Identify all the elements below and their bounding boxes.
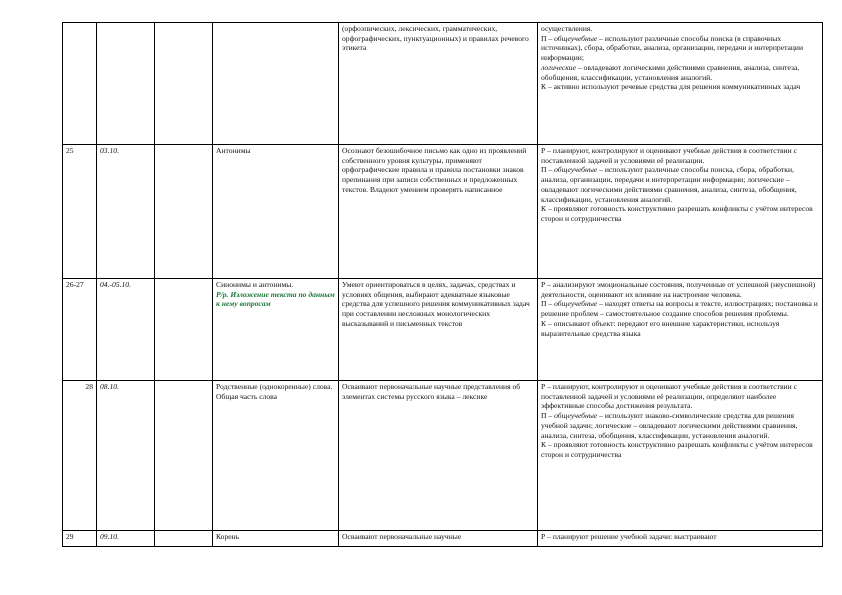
paragraph-rest: – находят ответы на вопросы в тексте, иллюстрациях; постановка и решение проблем – самостоятельное создание способов решения проблемы. bbox=[541, 299, 818, 319]
topic-text: Родственные (однокоренные) слова. Общая часть слова bbox=[216, 382, 333, 401]
lesson-date bbox=[97, 23, 155, 145]
learning-action-paragraph bbox=[541, 34, 819, 63]
learning-action-paragraph bbox=[541, 299, 819, 318]
learning-action-paragraph bbox=[541, 165, 819, 204]
paragraph-lead: П – bbox=[541, 299, 555, 309]
student-activity: Умеют ориентироваться в целях, задачах, средствах и условиях общения, выбирают адекватные языковые средства для успешного решения коммуникативных задач при составлении несложных монологических высказываний и письменных текстов bbox=[339, 279, 538, 381]
paragraph-rest: планируют, контролируют и оценивают учебные действия в соответствии с поставленной задачей и условиями её реализации, определяют наиболее эффективные способы достижения результата. bbox=[541, 382, 797, 411]
learning-action-paragraph bbox=[541, 411, 819, 440]
paragraph-rest: – используют различные способы поиска (в справочных источниках), сбора, обработки, анализа, организации, передачи и интерпретации информации; bbox=[541, 33, 804, 63]
topic-text: Антонимы bbox=[216, 146, 251, 155]
table-row bbox=[63, 531, 823, 547]
learning-action-paragraph bbox=[541, 319, 819, 338]
paragraph-rest: проявляют готовность конструктивно разрешать конфликты с учётом интересов сторон и сотрудничества bbox=[541, 204, 813, 224]
paragraph-it: логические bbox=[541, 62, 576, 72]
lesson-topic bbox=[213, 23, 339, 145]
paragraph-it: общеучебные bbox=[554, 165, 598, 175]
lesson-number: 29 bbox=[63, 531, 97, 547]
student-activity: (орфоэпических, лексических, грамматических, орфографических, пунктуационных) и правилах речевого этикета bbox=[339, 23, 538, 145]
learning-actions bbox=[538, 279, 823, 381]
empty-cell bbox=[155, 531, 213, 547]
lesson-number bbox=[63, 23, 97, 145]
learning-actions bbox=[538, 23, 823, 145]
table-row bbox=[63, 145, 823, 279]
student-activity: Осваивают первоначальные научные представления об элементах системы русского языка – лексике bbox=[339, 381, 538, 531]
lesson-topic bbox=[213, 279, 339, 381]
lesson-date: 03.10. bbox=[97, 145, 155, 279]
paragraph-rest: – используют различные способы поиска, сбора, обработки, анализа, организации, передачи и интерпретации информации; логические – овладевают логическими действиями сравнения, анализа, синтеза, обобщения, классификации, установления аналогий. bbox=[541, 165, 797, 204]
learning-actions bbox=[538, 381, 823, 531]
learning-action-paragraph bbox=[541, 280, 819, 299]
paragraph-it: общеучебные bbox=[554, 411, 598, 421]
learning-action-paragraph bbox=[541, 382, 819, 411]
lesson-number: 28 bbox=[63, 381, 97, 531]
lesson-number: 25 bbox=[63, 145, 97, 279]
paragraph-it: общеучебные bbox=[554, 33, 598, 43]
empty-cell bbox=[155, 381, 213, 531]
topic-text: Корень bbox=[216, 532, 240, 541]
paragraph-it: общеучебные bbox=[554, 299, 598, 309]
table-row bbox=[63, 23, 823, 145]
paragraph-rest: активно используют речевые средства для решения коммуникативных задач bbox=[553, 82, 801, 92]
paragraph-lead: П – bbox=[541, 33, 555, 43]
paragraph-rest: – используют знаково-символические средства для решения учебной задачи; логические – овладевают логическими действиями сравнения, анализа, синтеза, обобщения, классификации, установления аналогий. bbox=[541, 411, 798, 440]
paragraph-lead: К – bbox=[541, 204, 554, 214]
learning-action-paragraph bbox=[541, 63, 819, 82]
topic-text: Синонимы и антонимы. bbox=[216, 280, 294, 289]
learning-action-paragraph bbox=[541, 204, 819, 223]
lesson-date: 09.10. bbox=[97, 531, 155, 547]
paragraph-lead: П – bbox=[541, 165, 555, 175]
paragraph-rest: проявляют готовность конструктивно разрешать конфликты с учётом интересов сторон и сотрудничества bbox=[541, 440, 813, 460]
lesson-number: 26-27 bbox=[63, 279, 97, 381]
paragraph-lead: П – bbox=[541, 411, 555, 421]
paragraph-rest: планируют решение учебной задачи: выстраивают bbox=[552, 532, 717, 541]
lesson-plan-table bbox=[62, 22, 823, 547]
learning-action-paragraph bbox=[541, 146, 819, 165]
paragraph-lead: Р – bbox=[541, 532, 553, 541]
paragraph-rest: осуществления. bbox=[541, 24, 593, 33]
empty-cell bbox=[155, 23, 213, 145]
lesson-date: 04.-05.10. bbox=[97, 279, 155, 381]
lesson-topic bbox=[213, 531, 339, 547]
paragraph-lead: К – bbox=[541, 440, 554, 450]
paragraph-rest: планируют, контролируют и оценивают учебные действия в соответствии с поставленной задачей и условиями её реализации. bbox=[541, 146, 797, 165]
learning-action-paragraph bbox=[541, 532, 819, 542]
student-activity: Осваивают первоначальные научные bbox=[339, 531, 538, 547]
empty-cell bbox=[155, 145, 213, 279]
learning-action-paragraph bbox=[541, 82, 819, 92]
learning-action-paragraph bbox=[541, 24, 819, 34]
empty-cell bbox=[155, 279, 213, 381]
speech-development-topic: Р/р. Изложение текста по данным к нему вопросам bbox=[216, 289, 335, 309]
learning-actions bbox=[538, 531, 823, 547]
paragraph-lead: К – bbox=[541, 318, 554, 328]
lesson-topic bbox=[213, 381, 339, 531]
paragraph-lead: Р – bbox=[541, 382, 553, 391]
lesson-topic bbox=[213, 145, 339, 279]
learning-actions bbox=[538, 145, 823, 279]
paragraph-rest: анализируют эмоциональные состояния, полученные от успешной (неуспешной) деятельности, оценивают их влияние на настроение человека. bbox=[541, 280, 816, 299]
paragraph-lead: К – bbox=[541, 82, 554, 92]
paragraph-lead: Р – bbox=[541, 280, 553, 289]
table-row bbox=[63, 381, 823, 531]
paragraph-lead: Р – bbox=[541, 146, 553, 155]
lesson-date: 08.10. bbox=[97, 381, 155, 531]
table-row bbox=[63, 279, 823, 381]
paragraph-rest: описывают объект: передают его внешние характеристики, используя выразительные средства языка bbox=[541, 318, 780, 338]
paragraph-rest: – овладевают логическими действиями сравнения, анализа, синтеза, обобщения, классификации, установления аналогий. bbox=[541, 62, 800, 82]
learning-action-paragraph bbox=[541, 440, 819, 459]
student-activity: Осознают безошибочное письмо как одно из проявлений собственного уровня культуры, применяют орфографические правила и правила постановки знаков препинания при записи собственных и предложенных текстов. Владеют умением проверять написанное bbox=[339, 145, 538, 279]
